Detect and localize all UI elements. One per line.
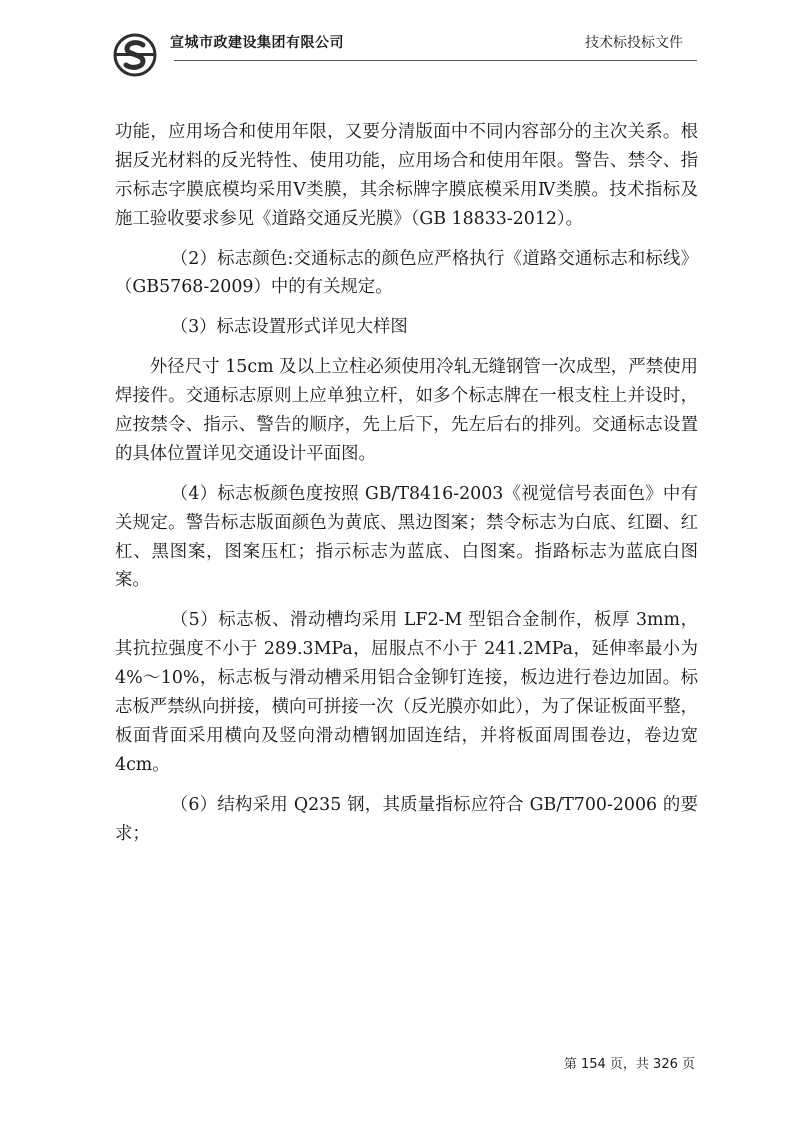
paragraph-sign-board-color: （4）标志板颜色度按照 GB/T8416-2003《视觉信号表面色》中有关规定。警告标志版面颜色为黄底、黑边图案；禁令标志为白底、红圈、红杠、黑图案，图案压杠；指示标志为蓝底、白图案。指路标志为蓝底白图案。: [115, 483, 698, 591]
header-divider: [174, 60, 697, 61]
page-header: [112, 30, 697, 80]
company-logo-icon: [112, 32, 158, 78]
paragraph-sign-board-material: （5）标志板、滑动槽均采用 LF2-M 型铝合金制作，板厚 3mm，其抗拉强度不小于 289.3MPa，屈服点不小于 241.2MPa，延伸率最小为 4%～10%，标志板与滑动槽采用铝合金铆钉连接，板边进行卷边加固。标志板严禁纵向拼接，横向可拼接一次（反光膜亦如此），为了保证板面平整，板面背面采用横向及竖向滑动槽钢加固连结，并将板面周围卷边，卷边宽4cm。: [115, 610, 704, 775]
paragraph-continued: 功能，应用场合和使用年限，又要分清版面中不同内容部分的主次关系。根据反光材料的反光特性、使用功能，应用场合和使用年限。警告、禁令、指示标志字膜底模均采用Ⅴ类膜，其余标牌字膜底模采用Ⅳ类膜。技术指标及施工验收要求参见《道路交通反光膜》（GB 18833-2012）。: [115, 122, 698, 229]
page-body: [115, 118, 704, 859]
paragraph-structure-steel: （6）结构采用 Q235 钢，其质量指标应符合 GB/T700-2006 的要求；: [115, 794, 698, 844]
document-type: 技术标投标文件: [585, 35, 683, 51]
company-name: 宣城市政建设集团有限公司: [170, 35, 344, 51]
paragraph-sign-color: （2）标志颜色:交通标志的颜色应严格执行《道路交通标志和标线》（GB5768-2009）中的有关规定。: [115, 248, 698, 298]
page-number: 第 154 页，共 326 页: [563, 1057, 695, 1072]
paragraph-sign-setup: （3）标志设置形式详见大样图: [170, 317, 408, 338]
paragraph-post-requirements: 外径尺寸 15cm 及以上立柱必须使用冷轧无缝钢管一次成型，严禁使用焊接件。交通标志原则上应单独立杆，如多个标志牌在一根支柱上并设时，应按禁令、指示、警告的顺序，先上后下，先左后右的排列。交通标志设置的具体位置详见交通设计平面图。: [115, 357, 698, 464]
